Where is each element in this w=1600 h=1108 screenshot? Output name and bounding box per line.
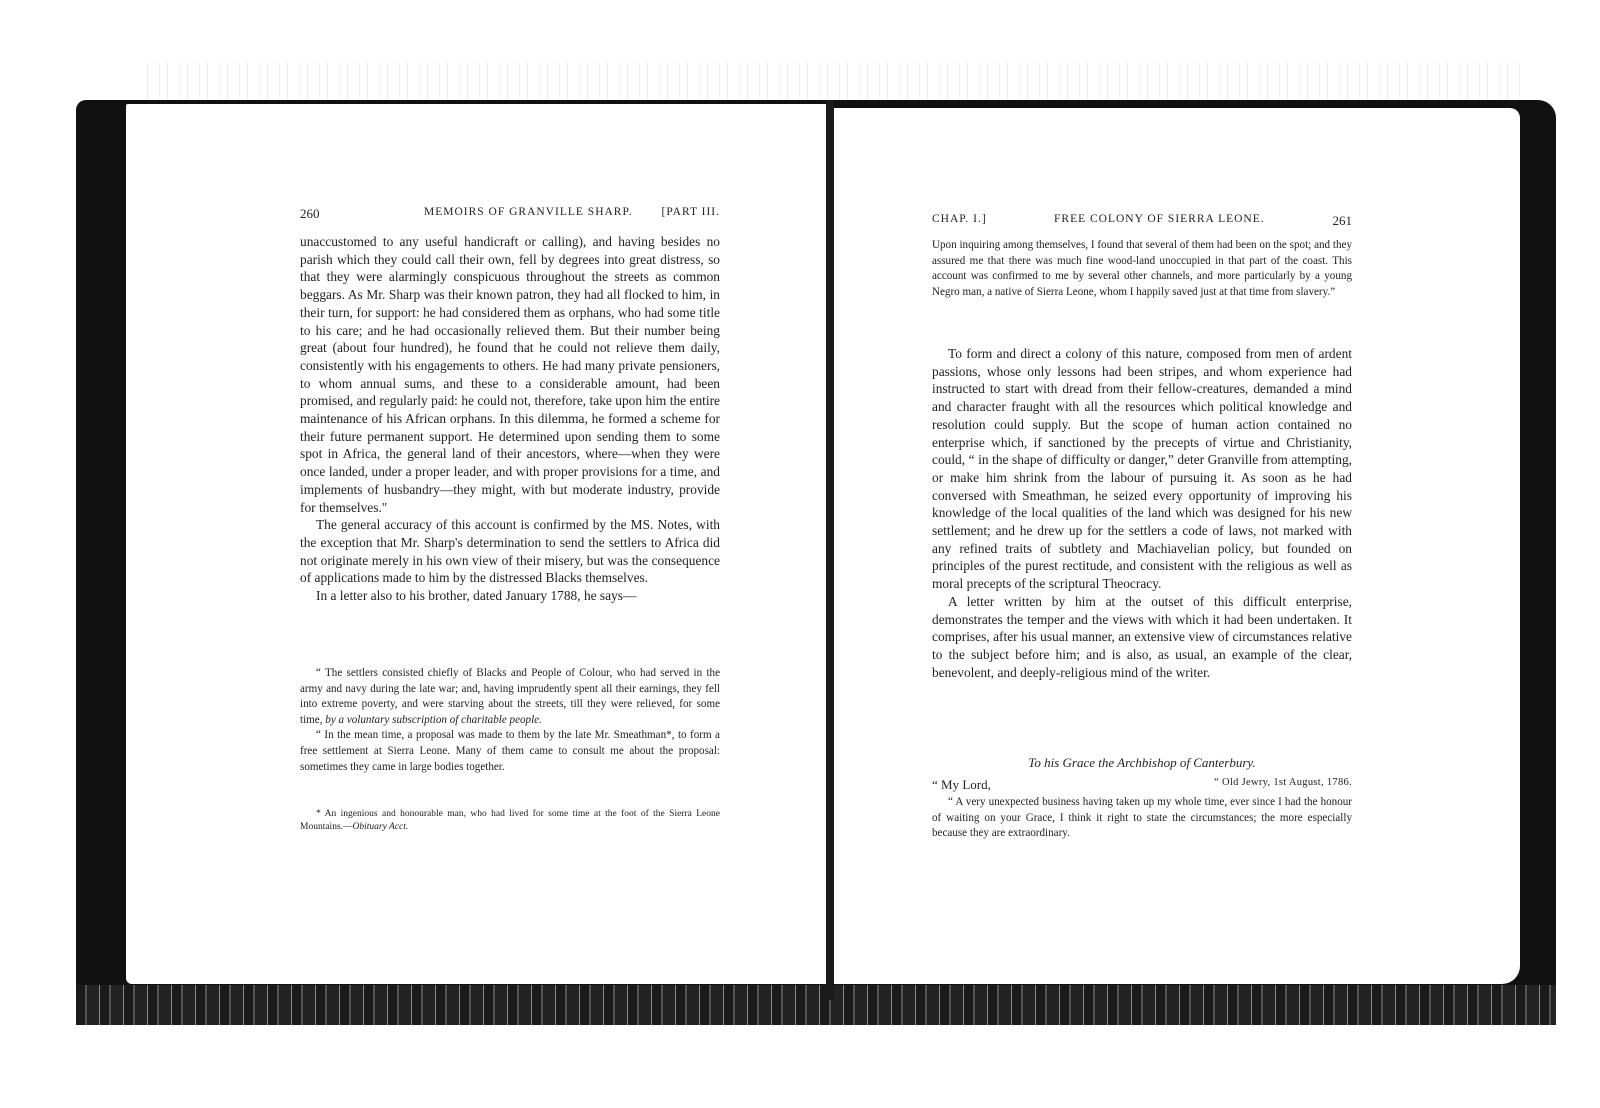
book-gutter	[826, 100, 834, 1000]
right-body	[932, 345, 1352, 681]
right-chapter-label: CHAP. I.]	[932, 213, 987, 225]
footnote-source: Obituary Acct.	[352, 821, 409, 832]
left-running-title: MEMOIRS OF GRANVILLE SHARP.	[424, 206, 633, 218]
quote-paragraph-2: “ In the mean time, a proposal was made to them by the late Mr. Smeathman*, to form a free settlement at Sierra Leone. Many of them came to consult me about the proposal: sometimes they came in large bodies together.	[300, 729, 720, 773]
left-paragraph-2: The general accuracy of this account is confirmed by the MS. Notes, with the exception that Mr. Sharp's determination to send the settlers to Africa did not originate merely in his own view of their misery, but was the consequence of applications made to him by the distressed Blacks themselves.	[300, 517, 720, 586]
left-body	[300, 233, 720, 605]
right-paragraph-1: To form and direct a colony of this nature, composed from men of ardent passions, whose only lessons had been stripes, and whom experience had instructed to start with dread from their fellow-creatures, demanded a mind and character fraught with all the resources which political knowledge and resolution could supply. But the scope of human action contained no enterprise which, if sanctioned by the precepts of virtue and Christianity, could, “ in the shape of difficulty or danger,” deter Granville from attempting, or make him shrink from the labour of pursuing it. As soon as he had conversed with Smeathman, he seized every opportunity of improving his knowledge of the local qualities of the land which was designed for his new settlement; and he drew up for the settlers a code of laws, not marked with any refined traits of subtlety and Machiavelian policy, but founded on principles of the purest rectitude, and consistent with the religious as well as moral precepts of the scriptural Theocracy.	[932, 346, 1352, 592]
quote-1-italic: by a voluntary subscription of charitable people.	[325, 713, 542, 726]
left-page-number: 260	[300, 206, 320, 221]
letter-place-date: “ Old Jewry, 1st August, 1786.	[1214, 777, 1352, 788]
scan-noise-top	[140, 62, 1520, 102]
left-paragraph-1: unaccustomed to any useful handicraft or calling), and having besides no parish which they could call their own, fell by degrees into great distress, so that they were alarmingly conspicuous throughout the streets as common beggars. As Mr. Sharp was their known patron, they had all flocked to him, in their turn, for support: he had considered them as orphans, who had some title to his care; and he had occasionally relieved them. But their number being great (about four hundred), he found that he could not relieve them daily, consistently with his engagements to others. He had many private pensioners, to whom annual sums, and these to a considerable amount, had been promised, and regularly paid: he could not, therefore, take upon him the entire maintenance of his African orphans. In this dilemma, he formed a scheme for their future permanent support. He determined upon sending them to some spot in Africa, the general land of their ancestors, where—when they were once landed, under a proper leader, and with proper provisions for a time, and implements of husbandry—they might, with but moderate industry, provide for themselves."	[300, 234, 720, 515]
letter-salutation: “ My Lord,	[932, 777, 991, 792]
left-footnote	[300, 808, 720, 833]
book-edge-bottom	[76, 985, 1556, 1025]
right-quote-text: Upon inquiring among themselves, I found that several of them had been on the spot; and they assured me that there was much fine wood-land unoccupied in that part of the coast. This account was confirmed to me by several other channels, and more particularly by a young Negro man, a native of Sierra Leone, whom I happily saved just at that time from slavery.”	[932, 239, 1352, 298]
right-quote-continued	[932, 238, 1352, 300]
right-page-number: 261	[1332, 213, 1352, 228]
left-quote-block	[300, 666, 720, 775]
quote-paragraph-1	[300, 666, 720, 728]
letter-body: “ A very unexpected business having taken up my whole time, ever since I had the honour of waiting on your Grace, I think it right to state the circumstances; the more especially because they are extraordinary.	[932, 796, 1352, 840]
letter-address-line	[932, 777, 1352, 793]
right-running-title: FREE COLONY OF SIERRA LEONE.	[1054, 213, 1265, 225]
letter-block	[932, 754, 1352, 842]
right-paragraph-2: A letter written by him at the outset of this difficult enterprise, demonstrates the temper and the views with which it had been undertaken. It comprises, after his usual manner, an extensive view of circumstances relative to the subject before him; and is also, as usual, an example of the clear, benevolent, and deeply-religious mind of the writer.	[932, 593, 1352, 680]
left-paragraph-3: In a letter also to his brother, dated January 1788, he says—	[316, 588, 637, 604]
letter-heading: To his Grace the Archbishop of Canterbury.	[1028, 755, 1256, 770]
left-part-label: [PART III.	[661, 206, 720, 218]
quote-1-text: “ The settlers consisted chiefly of Blacks and People of Colour, who had served in the army and navy during the late war; and, having imprudently spent all their earnings, they fell into extreme poverty, and were starving about the streets, till they were relieved, for some time,	[300, 667, 720, 726]
footnote-text: * An ingenious and honourable man, who had lived for some time at the foot of the Sierra Leone Mountains.—	[300, 809, 720, 832]
